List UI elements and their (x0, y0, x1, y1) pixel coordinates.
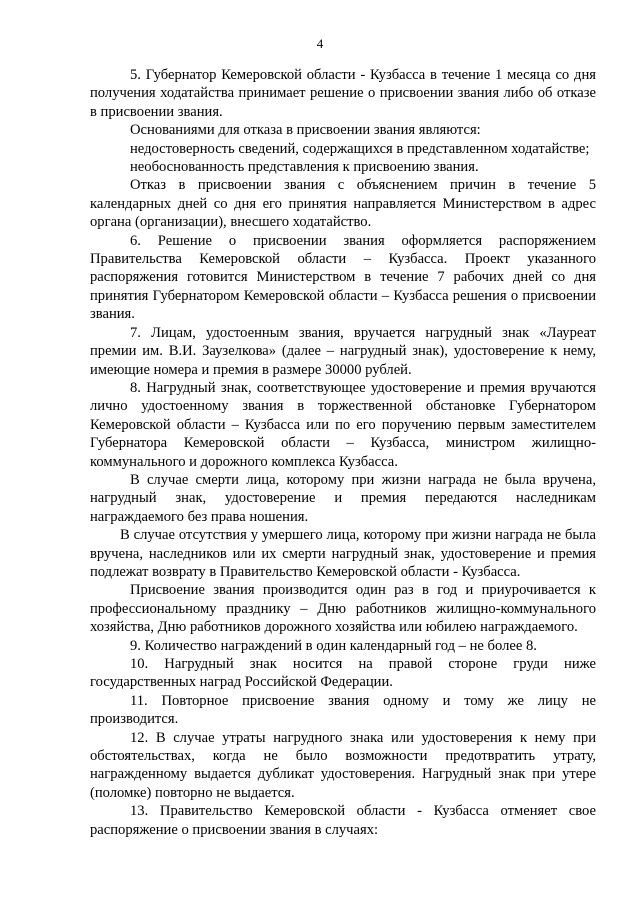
paragraph: Основаниями для отказа в присвоении звания являются: (130, 122, 481, 139)
paragraph: В случае отсутствия у умершего лица, которому при жизни награда не была вручена, наследников или их смерти нагрудный знак, удостоверение и премия подлежат возврату в Правительство Кемеровской области - Кузбасса. (90, 527, 596, 580)
paragraph: недостоверность сведений, содержащихся в представленном ходатайстве; (130, 140, 590, 157)
paragraph: Присвоение звания производится один раз в год и приурочивается к профессиональному празднику – Дню работников жилищно-коммунального хозяйства, Дню работников дорожного хозяйства или юбилею награждаемого. (90, 582, 596, 636)
paragraph: 6. Решение о присвоении звания оформляется распоряжением Правительства Кемеровской области – Кузбасса. Проект указанного распоряжения готовится Министерством в течение 7 рабочих дней со дня принятия Губернатором Кемеровской области – Кузбасса решения о присвоении звания. (90, 232, 596, 323)
paragraph: 12. В случае утраты нагрудного знака или удостоверения к нему при обстоятельствах, когда не было возможности предотвратить утрату, награжденному выдается дубликат удостоверения. Нагрудный знак при утере (поломке) повторно не выдается. (90, 729, 596, 801)
paragraph: 8. Нагрудный знак, соответствующее удостоверение и премия вручаются лично удостоенному звания в торжественной обстановке Губернатором Кемеровской области – Кузбасса или по его поручению первым заместителем Губернатора Кемеровской области – Кузбасса, министром жилищно-коммунального и дорожного комплекса Кузбасса. (90, 379, 596, 470)
paragraph: 5. Губернатор Кемеровской области - Кузбасса в течение 1 месяца со дня получения ходатайства принимает решение о присвоении звания либо об отказе в присвоении звания. (90, 67, 596, 120)
paragraph: 11. Повторное присвоение звания одному и тому же лицу не производится. (90, 692, 596, 728)
paragraph: 7. Лицам, удостоенным звания, вручается нагрудный знак «Лауреат премии им. В.И. Заузелкова» (далее – нагрудный знак), удостоверение к нему, имеющие номера и премия в размере 30000 рублей. (90, 324, 596, 378)
page-number: 4 (316, 36, 324, 51)
paragraph: необоснованность представления к присвоению звания. (130, 159, 479, 176)
paragraph: 13. Правительство Кемеровской области - Кузбасса отменяет свое распоряжение о присвоении звания в случаях: (90, 803, 596, 838)
paragraph: 10. Нагрудный знак носится на правой стороне груди ниже государственных наград Российской Федерации. (90, 656, 596, 691)
paragraph: В случае смерти лица, которому при жизни награда не была вручена, нагрудный знак, удостоверение и премия передаются наследникам награждаемого без права ношения. (90, 471, 596, 525)
paragraph: 9. Количество награждений в один календарный год – не более 8. (130, 637, 537, 654)
document-body (90, 66, 596, 839)
paragraph: Отказ в присвоении звания с объяснением причин в течение 5 календарных дней со дня его принятия направляется Министерством в адрес органа (организации), внесшего ходатайство. (90, 177, 596, 231)
